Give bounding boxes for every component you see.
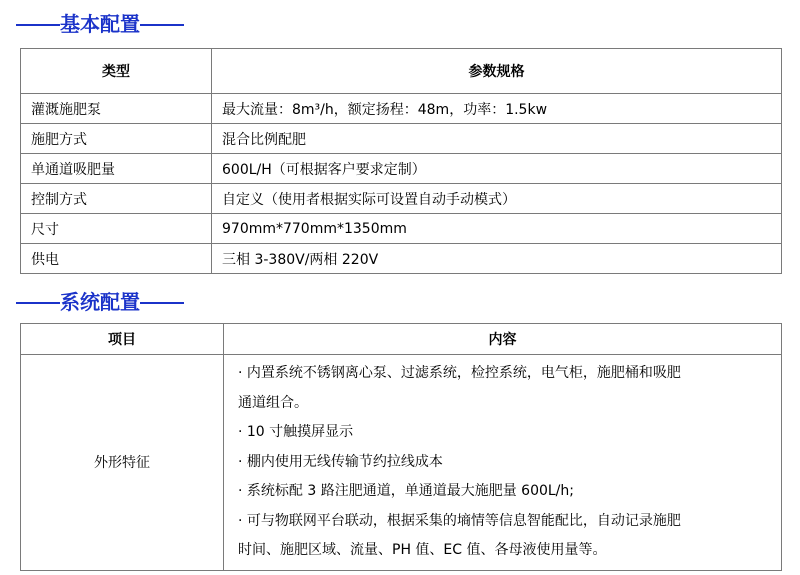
header-type: 类型 [21,49,212,94]
title-dash-right [140,302,184,304]
table-row [21,124,782,154]
header-item: 项目 [21,324,224,355]
content-line: 时间、施肥区域、流量、PH 值、EC 值、各母液使用量等。 [238,542,607,558]
cell-spec: 600L/H（可根据客户要求定制） [212,154,782,184]
cell-type: 供电 [21,244,212,274]
cell-spec: 自定义（使用者根据实际可设置自动手动模式） [212,184,782,214]
content-line: · 可与物联网平台联动，根据采集的墒情等信息智能配比，自动记录施肥 [238,512,681,529]
section-title-basic [16,8,184,37]
header-spec: 参数规格 [212,49,782,94]
cell-spec: 最大流量：8m³/h，额定扬程：48m，功率：1.5kw [212,94,782,124]
title-dash-left [16,24,60,26]
cell-type: 单通道吸肥量 [21,154,212,184]
cell-content [224,355,782,571]
cell-type: 施肥方式 [21,124,212,154]
content-line: · 10 寸触摸屏显示 [238,424,354,440]
section-title-system [16,286,184,315]
section-title-text: 系统配置 [60,290,140,314]
table-row [21,184,782,214]
section-title-text: 基本配置 [60,12,140,36]
title-dash-left [16,302,60,304]
content-line: · 系统标配 3 路注肥通道，单通道最大施肥量 600L/h; [238,483,574,499]
cell-spec: 混合比例配肥 [212,124,782,154]
basic-config-table [20,48,782,274]
table-row [21,355,782,571]
table-row [21,244,782,274]
table-row [21,214,782,244]
cell-type: 控制方式 [21,184,212,214]
table-header-row [21,324,782,355]
title-dash-right [140,24,184,26]
table-header-row [21,49,782,94]
cell-type: 灌溉施肥泵 [21,94,212,124]
cell-spec: 970mm*770mm*1350mm [212,214,782,244]
content-line: · 棚内使用无线传输节约拉线成本 [238,453,443,470]
content-line: · 内置系统不锈钢离心泵、过滤系统，检控系统，电气柜，施肥桶和吸肥 [238,365,681,381]
header-content: 内容 [224,324,782,355]
cell-type: 尺寸 [21,214,212,244]
system-config-table [20,323,782,571]
table-row [21,154,782,184]
cell-item: 外形特征 [21,355,224,571]
content-line: 通道组合。 [238,394,308,411]
cell-spec: 三相 3-380V/两相 220V [212,244,782,274]
table-row [21,94,782,124]
